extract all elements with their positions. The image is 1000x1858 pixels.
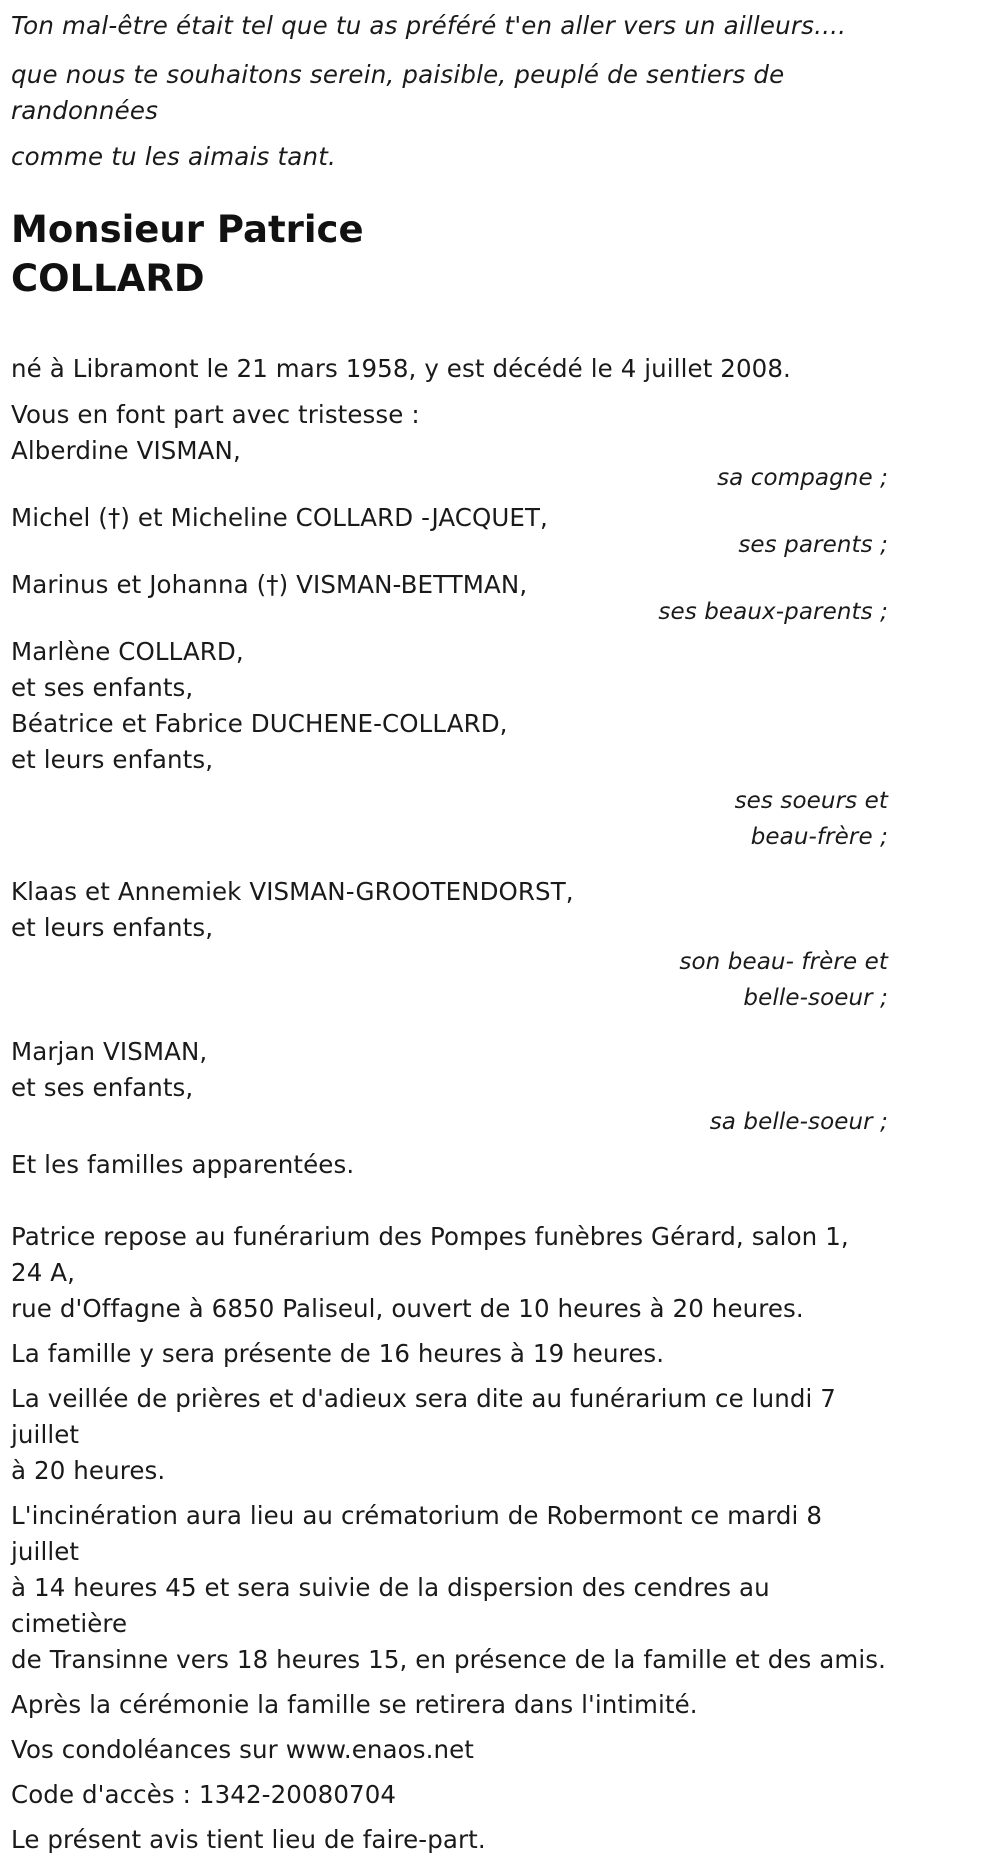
intro-section <box>11 349 888 434</box>
family-relation-1: sa compagne ; <box>717 465 888 491</box>
detail-2: La famille y sera présente de 16 heures à 19 heures. <box>11 1339 665 1368</box>
birth-death-line: né à Libramont le 21 mars 1958, y est décédé le 4 juillet 2008. <box>11 353 791 383</box>
family-name-4d: et leurs enfants, <box>11 745 214 774</box>
deceased-name-line-1: Monsieur Patrice <box>11 207 364 251</box>
family-relation-3: ses beaux-parents ; <box>658 599 888 625</box>
family-relation-2: ses parents ; <box>738 532 888 558</box>
deceased-name <box>11 205 888 303</box>
detail-5: Après la cérémonie la famille se retirera dans l'intimité. <box>11 1690 698 1719</box>
notice-line: Le présent avis tient lieu de faire-part. <box>11 1825 486 1854</box>
family-name-4c: Béatrice et Fabrice DUCHENE-COLLARD, <box>11 709 508 738</box>
family-name-5a: Klaas et Annemiek VISMAN-GROOTENDORST, <box>11 877 574 906</box>
family-name-5b: et leurs enfants, <box>11 913 214 942</box>
family-relation-6: sa belle-soeur ; <box>709 1109 888 1135</box>
deceased-name-line-2: COLLARD <box>11 256 205 300</box>
family-name-3: Marinus et Johanna (†) VISMAN-BETTMAN, <box>11 570 528 599</box>
detail-1b: rue d'Offagne à 6850 Paliseul, ouvert de 10 heures à 20 heures. <box>11 1294 804 1323</box>
obituary-content <box>11 6 888 1858</box>
family-name-4b: et ses enfants, <box>11 673 194 702</box>
ceremony-details <box>11 1219 888 1858</box>
detail-4c: de Transinne vers 18 heures 15, en présence de la famille et des amis. <box>11 1645 887 1674</box>
family-relation-5b: belle-soeur ; <box>743 985 888 1011</box>
epigraph-line-2a: que nous te souhaitons serein, paisible, peuplé de sentiers de <box>11 59 785 89</box>
epigraph-line-3: comme tu les aimais tant. <box>11 141 337 171</box>
family-relation-5a: son beau- frère et <box>679 949 888 975</box>
family-name-1: Alberdine VISMAN, <box>11 436 241 465</box>
epigraph-line-2b: randonnées <box>11 95 159 125</box>
family-relation-4a: ses soeurs et <box>734 788 888 814</box>
family-relation-4b: beau-frère ; <box>750 824 888 850</box>
condolences-line: Vos condoléances sur www.enaos.net <box>11 1735 475 1764</box>
family-name-6a: Marjan VISMAN, <box>11 1037 208 1066</box>
epigraph-line-1: Ton mal-être était tel que tu as préféré t'en aller vers un ailleurs.... <box>11 11 847 40</box>
family-name-6b: et ses enfants, <box>11 1073 194 1102</box>
access-code-line: Code d'accès : 1342-20080704 <box>11 1780 397 1809</box>
detail-3a: La veillée de prières et d'adieux sera dite au funérarium ce lundi 7 juillet <box>11 1384 836 1449</box>
detail-1a: Patrice repose au funérarium des Pompes funèbres Gérard, salon 1, 24 A, <box>11 1222 849 1287</box>
detail-4a: L'incinération aura lieu au crématorium de Robermont ce mardi 8 juillet <box>11 1501 823 1566</box>
announce-line: Vous en font part avec tristesse : <box>11 400 420 429</box>
detail-4b: à 14 heures 45 et sera suivie de la dispersion des cendres au cimetière <box>11 1573 770 1638</box>
family-name-4a: Marlène COLLARD, <box>11 637 244 666</box>
detail-3b: à 20 heures. <box>11 1456 166 1485</box>
family-list <box>11 433 888 1183</box>
family-closing: Et les familles apparentées. <box>11 1150 355 1179</box>
epigraph <box>11 6 888 175</box>
family-name-2: Michel (†) et Micheline COLLARD -JACQUET, <box>11 503 548 532</box>
